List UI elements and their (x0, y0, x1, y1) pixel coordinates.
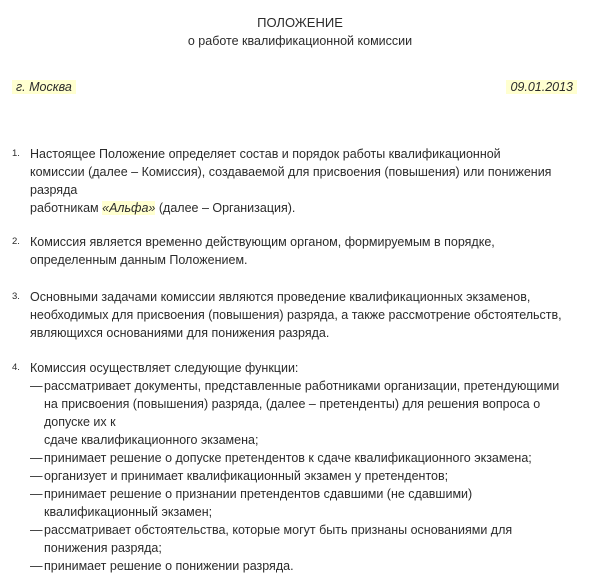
function-line: на присвоения (повышения) разряда, (далее – претенденты) для решения вопроса о (44, 397, 541, 411)
date-field: 09.01.2013 (506, 80, 577, 94)
paragraph-line: разряда (30, 183, 78, 197)
dash-marker: — (30, 523, 43, 537)
function-item (30, 467, 587, 485)
paragraph-2 (12, 233, 587, 269)
paragraph-number: 3. (12, 291, 20, 302)
function-item (30, 521, 587, 557)
paragraph-line: Настоящее Положение определяет состав и порядок работы квалификационной (30, 147, 501, 161)
paragraph-1 (12, 145, 587, 217)
line-suffix: (далее – Организация). (155, 201, 296, 215)
function-line: организует и принимает квалификационный экзамен у претендентов; (44, 469, 449, 483)
function-line: понижения разряда; (44, 541, 162, 555)
organization-name: «Альфа» (102, 201, 156, 215)
function-item (30, 557, 587, 575)
function-line: принимает решение о признании претендентов сдавшими (не сдавшими) (44, 487, 473, 501)
paragraph-4 (12, 359, 587, 575)
paragraph-line: Комиссия является временно действующим органом, формируемым в порядке, (30, 235, 495, 249)
function-line: сдаче квалификационного экзамена; (44, 433, 259, 447)
dash-marker: — (30, 487, 43, 501)
functions-list (30, 377, 587, 575)
paragraph-line: Основными задачами комиссии являются проведение квалификационных экзаменов, (30, 290, 531, 304)
paragraph-line: определенным данным Положением. (30, 253, 248, 267)
function-item (30, 449, 587, 467)
function-item (30, 485, 587, 521)
paragraph-line: необходимых для присвоения (повышения) разряда, а также рассмотрение обстоятельств, (30, 308, 562, 322)
function-item (30, 377, 587, 449)
functions-intro: Комиссия осуществляет следующие функции: (30, 361, 299, 375)
dash-marker: — (30, 379, 43, 393)
paragraph-3 (12, 288, 587, 342)
dash-marker: — (30, 469, 43, 483)
paragraph-line: комиссии (далее – Комиссия), создаваемой для присвоения (повышения) или понижения (30, 165, 552, 179)
function-line: рассматривает документы, представленные работниками организации, претендующими (44, 379, 560, 393)
city-field: г. Москва (12, 80, 76, 94)
function-line: принимает решение о допуске претендентов к сдаче квалификационного экзамена; (44, 451, 532, 465)
dash-marker: — (30, 559, 43, 573)
paragraph-number: 1. (12, 148, 20, 159)
document-title: ПОЛОЖЕНИЕ (257, 15, 343, 30)
function-line: рассматривает обстоятельства, которые могут быть признаны основаниями для (44, 523, 513, 537)
dash-marker: — (30, 451, 43, 465)
document-subtitle: о работе квалификационной комиссии (187, 34, 413, 48)
paragraph-line: являющихся основаниями для понижения разряда. (30, 326, 330, 340)
function-line: допуске их к (44, 415, 116, 429)
paragraph-line (30, 199, 587, 217)
function-line: принимает решение о понижении разряда. (44, 559, 294, 573)
function-line: квалификационный экзамен; (44, 505, 213, 519)
line-prefix: работникам (30, 201, 103, 215)
paragraph-number: 4. (12, 362, 20, 373)
paragraph-number: 2. (12, 236, 20, 247)
